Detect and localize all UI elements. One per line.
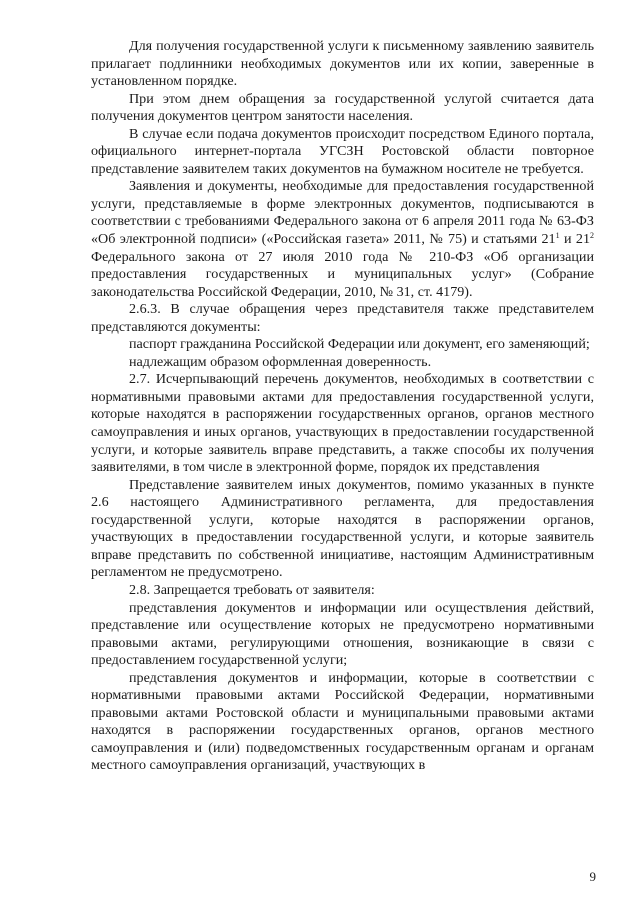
paragraph-section-2-6-3: 2.6.3. В случае обращения через представителя также представителем представляются документы: <box>91 301 594 335</box>
paragraph-section-2-7: 2.7. Исчерпывающий перечень документов, необходимых в соответствии с нормативными правовыми актами для предоставления государственной услуги, которые находятся в распоряжении государственных органов, органов местного самоуправления и иных органов, участвующих в предоставлении государственной услуги, и которые заявитель вправе представить, а также способы их получения заявителями, в том числе в электронной форме, порядок их представления <box>91 371 594 476</box>
superscript: 1 <box>555 231 560 241</box>
document-body <box>91 38 594 775</box>
paragraph-application-date: При этом днем обращения за государственной услугой считается дата получения документов центром занятости населения. <box>91 90 594 125</box>
paragraph-documents-submission: Для получения государственной услуги к письменному заявлению заявитель прилагает подлинники необходимых документов или их копии, заверенные в установленном порядке. <box>91 38 594 90</box>
list-item-power-of-attorney: надлежащим образом оформленная доверенность. <box>129 353 432 370</box>
list-item-documents-in-possession: представления документов и информации, которые в соответствии с нормативными правовыми актами Российской Федерации, нормативными правовыми актами Ростовской области и муниципальными правовыми актами находятся в распоряжении государственных органов, органов местного самоуправления и (или) подведомственных государственным органам и органам местного самоуправления организаций, участвующих в <box>91 669 594 774</box>
paragraph-unified-portal: В случае если подача документов происходит посредством Единого портала, официального интернет-портала УГСЗН Ростовской области повторное представление заявителем таких документов на бумажном носителе не требуется. <box>91 125 594 177</box>
paragraph-other-documents: Представление заявителем иных документов, помимо указанных в пункте 2.6 настоящего Административного регламента, для предоставления государственной услуги, которые находятся в распоряжении органов, участвующих в предоставлении государственной услуги, и которые заявитель вправе представить по собственной инициативе, настоящим Административным регламентом не предусмотрено. <box>91 476 594 581</box>
list-item-passport: паспорт гражданина Российской Федерации или документ, его заменяющий; <box>129 336 590 353</box>
page-number: 9 <box>589 869 596 884</box>
superscript: 2 <box>590 231 594 241</box>
paragraph-electronic-signature: Заявления и документы, необходимые для предоставления государственной услуги, представляемые в форме электронных документов, подписываются в соответствии с требованиями Федерального закона от 6 апреля 2011 года № 63-ФЗ «Об электронной подписи» («Российская газета» 2011, № 75) и статьями $21^1$ и $21^2$ Федерального закона от 27 июля 2010 года № 210-ФЗ «Об организации предоставления государственных и муниципальных услуг» (Собрание законодательства Российской Федерации, 2010, № 31, ст. 4179). <box>91 178 594 300</box>
paragraph-section-2-8: 2.8. Запрещается требовать от заявителя: <box>129 581 375 598</box>
list-item-prohibited-requirements: представления документов и информации или осуществления действий, представление или осуществление которых не предусмотрено нормативными правовыми актами, регулирующими отношения, возникающие в связи с предоставлением государственной услуги; <box>91 599 594 669</box>
